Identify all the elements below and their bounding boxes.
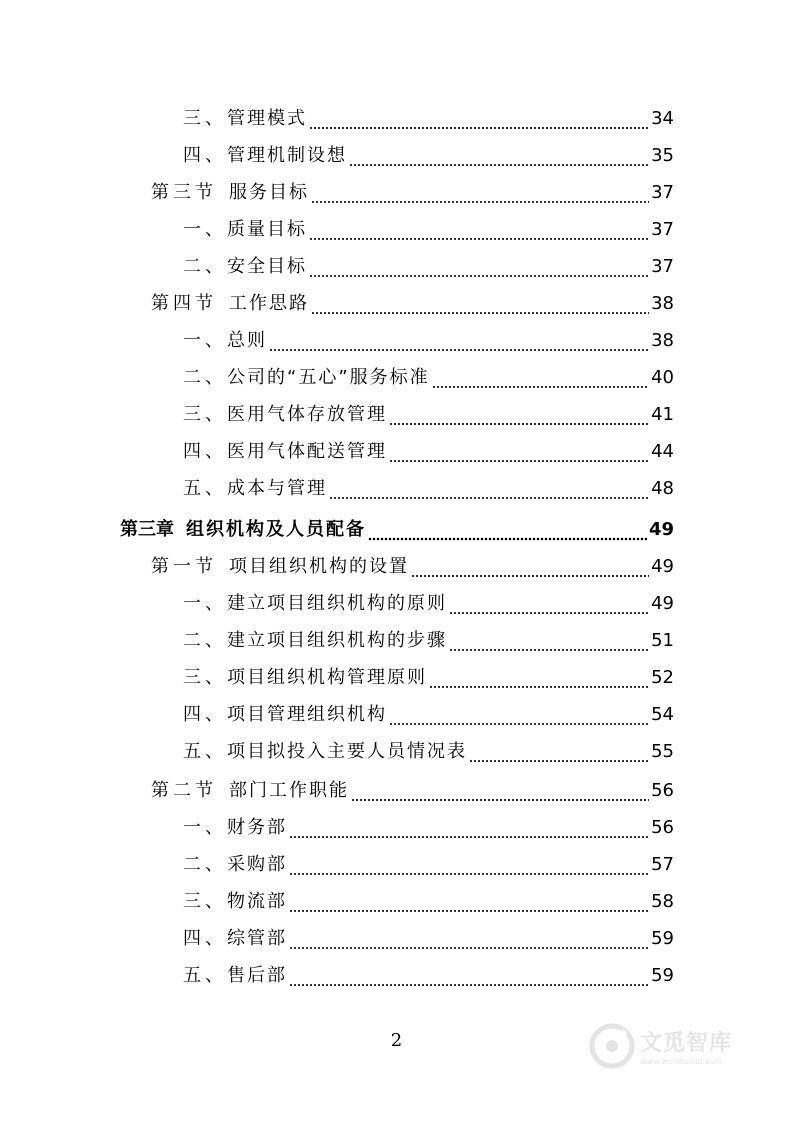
toc-entry-number: 一、 — [183, 817, 227, 838]
dot-leader — [389, 433, 649, 470]
dot-leader — [289, 957, 649, 994]
toc-entry-title: 管理模式 — [227, 108, 307, 129]
toc-entry-page: 48 — [651, 478, 674, 499]
toc-entry-title: 项目拟投入主要人员情况表 — [227, 741, 467, 762]
toc-entry-title: 售后部 — [227, 965, 287, 986]
watermark-site: www.wenduolib.com — [640, 1057, 723, 1066]
dot-leader — [311, 285, 649, 322]
toc-entry-chapter[interactable] — [120, 511, 674, 548]
toc-entry-page: 56 — [651, 780, 674, 801]
toc-entry-title: 建立项目组织机构的原则 — [227, 593, 447, 614]
toc-entry-title: 物流部 — [227, 891, 287, 912]
toc-entry-number: 四、 — [183, 704, 227, 725]
toc-entry-page: 38 — [651, 293, 674, 314]
toc-entry[interactable] — [183, 137, 674, 174]
toc-entry[interactable] — [183, 696, 674, 733]
dot-leader — [289, 846, 649, 883]
dot-leader — [368, 511, 647, 548]
toc-entry[interactable] — [183, 396, 674, 433]
toc-entry-page: 57 — [651, 854, 674, 875]
toc-entry-title: 项目管理组织机构 — [227, 704, 387, 725]
toc-entry-section[interactable] — [151, 285, 674, 322]
toc-entry-number: 第三章 — [120, 519, 174, 540]
toc-entry-title: 质量目标 — [227, 219, 307, 240]
toc-entry-title: 医用气体存放管理 — [227, 404, 387, 425]
toc-entry-page: 37 — [651, 219, 674, 240]
dot-leader — [309, 211, 649, 248]
toc-entry-page: 38 — [651, 330, 674, 351]
toc-entry-page: 54 — [651, 704, 674, 725]
toc-entry-number: 五、 — [183, 478, 227, 499]
toc-entry[interactable] — [183, 322, 674, 359]
watermark-brand: 文觅智库 — [640, 1031, 733, 1056]
dot-leader — [389, 396, 649, 433]
toc-entry-page: 41 — [651, 404, 674, 425]
dot-leader — [429, 659, 649, 696]
toc-entry-title: 管理机制设想 — [227, 145, 347, 166]
toc-entry-page: 51 — [651, 630, 674, 651]
toc-entry[interactable] — [183, 733, 674, 770]
page-number: 2 — [390, 1030, 403, 1051]
toc-entry-title: 建立项目组织机构的步骤 — [227, 630, 447, 651]
toc-entry-page: 40 — [651, 367, 674, 388]
toc-entry-number: 第一节 — [151, 556, 217, 577]
toc-entry[interactable] — [183, 433, 674, 470]
toc-entry-number: 二、 — [183, 630, 227, 651]
toc-entry-page: 58 — [651, 891, 674, 912]
toc-entry-number: 一、 — [183, 219, 227, 240]
toc-entry[interactable] — [183, 100, 674, 137]
toc-entry-section[interactable] — [151, 174, 674, 211]
toc-entry[interactable] — [183, 920, 674, 957]
toc-entry-number: 一、 — [183, 593, 227, 614]
dot-leader — [309, 100, 649, 137]
dot-leader — [449, 585, 649, 622]
toc-entry[interactable] — [183, 622, 674, 659]
toc-entry-title: 医用气体配送管理 — [227, 441, 387, 462]
toc-entry-page: 52 — [651, 667, 674, 688]
toc-entry-page: 35 — [651, 145, 674, 166]
dot-leader — [289, 920, 649, 957]
toc-entry-number: 三、 — [183, 667, 227, 688]
toc-entry-page: 56 — [651, 817, 674, 838]
toc-entry-number: 五、 — [183, 965, 227, 986]
toc-entry-title: 成本与管理 — [227, 478, 327, 499]
toc-entry-number: 第三节 — [151, 182, 217, 203]
toc-entry-title: 服务目标 — [229, 182, 309, 203]
toc-entry-page: 49 — [651, 556, 674, 577]
toc-entry-page: 34 — [651, 108, 674, 129]
toc-entry-page: 37 — [651, 256, 674, 277]
toc-entry-page: 37 — [651, 182, 674, 203]
toc-entry-page: 49 — [651, 593, 674, 614]
toc-entry-number: 五、 — [183, 741, 227, 762]
toc-entry-title: 总则 — [227, 330, 267, 351]
dot-leader — [329, 470, 649, 507]
toc-entry[interactable] — [183, 659, 674, 696]
toc-entry-title: 部门工作职能 — [229, 780, 349, 801]
toc-entry-number: 四、 — [183, 928, 227, 949]
toc-entry-page: 59 — [651, 928, 674, 949]
toc-entry-title: 项目组织机构管理原则 — [227, 667, 427, 688]
toc-entry-section[interactable] — [151, 772, 674, 809]
toc-entry[interactable] — [183, 957, 674, 994]
toc-entry[interactable] — [183, 211, 674, 248]
toc-entry-title: 公司的“五心”服务标准 — [227, 367, 430, 388]
toc-entry-number: 三、 — [183, 404, 227, 425]
toc-entry[interactable] — [183, 359, 674, 396]
toc-entry-title: 工作思路 — [229, 293, 309, 314]
toc-entry[interactable] — [183, 809, 674, 846]
dot-leader — [269, 322, 649, 359]
toc-entry-number: 二、 — [183, 256, 227, 277]
dot-leader — [349, 137, 649, 174]
toc-entry-title: 综管部 — [227, 928, 287, 949]
toc-entry-number: 第二节 — [151, 780, 217, 801]
toc-entry-number: 三、 — [183, 108, 227, 129]
toc-entry-number: 二、 — [183, 367, 227, 388]
toc-entry[interactable] — [183, 470, 674, 507]
watermark-text — [640, 1026, 732, 1066]
dot-leader — [289, 809, 649, 846]
toc-entry[interactable] — [183, 846, 674, 883]
toc-entry-title: 财务部 — [227, 817, 287, 838]
toc-entry-number: 一、 — [183, 330, 227, 351]
toc-entry-page: 49 — [648, 519, 674, 540]
toc-entry-section[interactable] — [151, 548, 674, 585]
dot-leader — [411, 548, 649, 585]
dot-leader — [311, 174, 649, 211]
toc-entry-title: 安全目标 — [227, 256, 307, 277]
toc-entry[interactable] — [183, 883, 674, 920]
toc-entry-number: 四、 — [183, 441, 227, 462]
toc-entry-number: 三、 — [183, 891, 227, 912]
toc-entry-number: 二、 — [183, 854, 227, 875]
toc-entry-page: 59 — [651, 965, 674, 986]
dot-leader — [309, 248, 649, 285]
toc-entry-title: 采购部 — [227, 854, 287, 875]
toc-entry[interactable] — [183, 585, 674, 622]
dot-leader — [389, 696, 649, 733]
toc-entry-title: 项目组织机构的设置 — [229, 556, 409, 577]
toc-entry-title: 组织机构及人员配备 — [186, 519, 366, 540]
dot-leader — [432, 359, 649, 396]
toc-entry[interactable] — [183, 248, 674, 285]
dot-leader — [469, 733, 649, 770]
dot-leader — [449, 622, 649, 659]
toc-entry-number: 第四节 — [151, 293, 217, 314]
toc-entry-number: 四、 — [183, 145, 227, 166]
dot-leader — [351, 772, 649, 809]
toc-entry-page: 44 — [651, 441, 674, 462]
watermark-logo-icon — [588, 1022, 636, 1070]
dot-leader — [289, 883, 649, 920]
toc-entry-page: 55 — [651, 741, 674, 762]
watermark — [588, 1016, 758, 1076]
